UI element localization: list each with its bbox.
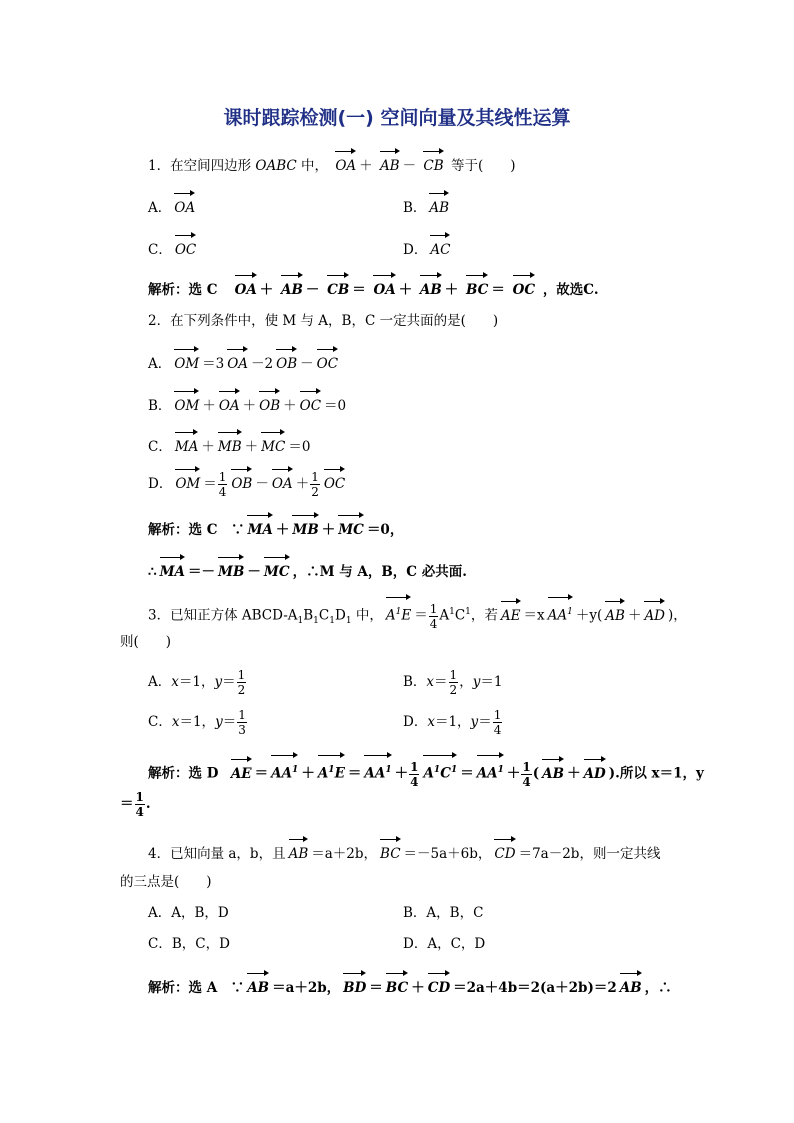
question-2-stem: 2．在下列条件中，使 M 与 A，B，C 一定共面的是( ): [148, 313, 499, 329]
q4-solution: 解析：选 A ∵ AB ＝a＋2b， BD ＝ BC ＋ CD ＝2a＋4b＝2(a＋2b)＝2 AB ，∴: [148, 970, 672, 998]
vector-oa: OA: [335, 148, 356, 176]
q2-solution: 解析：选 C ∵ MA ＋ MB ＋ MC ＝0，: [148, 512, 403, 540]
q3-solution-cont: ＝ $\frac{1}{4}$ .: [120, 790, 151, 819]
question-4-stem: 4．已知向量 a，b，且 AB ＝a＋2b， BC ＝－5a＋6b， CD ＝7a－2b，则一定共线: [148, 836, 660, 864]
q2-option-a: A． OM ＝3 OA －2 OB － OC: [148, 346, 341, 374]
vector-ab: AB: [380, 148, 400, 176]
q2-solution-line2: ∴ MA ＝－ MB － MC ，∴M 与 A，B，C 必共面.: [148, 554, 467, 582]
q1-option-b: B． AB: [403, 190, 452, 218]
q1-solution: 解析：选 C OA ＋ AB － CB ＝ OA ＋ AB ＋ BC ＝ OC ，故选C.: [148, 272, 599, 300]
q1-option-d: D． AC: [403, 232, 453, 260]
q2-option-c: C． MA ＋ MB ＋ MC ＝0: [148, 429, 310, 457]
q3-option-b: B．x＝ $\frac{1}{2}$ ，y＝1: [403, 668, 503, 697]
q1-shape: OABC: [255, 158, 297, 174]
q1-stem-mid: 中，: [301, 158, 329, 174]
q1-stem-prefix: 1．在空间四边形: [148, 158, 252, 174]
q3-option-a: A．x＝1，y＝ $\frac{1}{2}$: [148, 668, 246, 697]
question-3-stem: 3．已知正方体 ABCD-$A_1B_1C_1D_1$ 中， $A^1E$ ＝ $\frac{1}{4}$ $A^1C^1$，若 AE ＝x $AA^1 +y$( AB ＋ AD )，: [148, 594, 687, 631]
q4-option-a: A．A，B，D: [148, 905, 229, 921]
question-1-stem: 1．在空间四边形 OABC 中， OA ＋ AB － CB 等于( ): [148, 148, 516, 176]
q3-solution: 解析：选 D AE ＝ $AA^1 + A^1E = AA^1$ ＋ $\frac{1}{4}$ $A^1C^1 = AA^1$ ＋ $\frac{1}{4}$ ( AB ＋ AD ).所以 x＝1，y: [148, 752, 704, 789]
q4-option-b: B．A，B，C: [403, 905, 484, 921]
q1-stem-suffix: 等于( ): [450, 158, 516, 174]
q4-option-d: D．A，C，D: [403, 936, 486, 952]
q3-stem-cont: 则( ): [120, 634, 172, 650]
page-title: 课时跟踪检测(一) 空间向量及其线性运算: [223, 107, 571, 129]
q1-option-a: A． OA: [148, 190, 198, 218]
q3-option-c: C．x＝1，y＝ $\frac{1}{3}$: [148, 708, 246, 737]
vector-cb: CB: [423, 148, 443, 176]
q4-stem-cont: 的三点是( ): [120, 874, 212, 890]
q4-option-c: C．B，C，D: [148, 936, 230, 952]
q2-option-b: B． OM ＋ OA ＋ OB ＋ OC ＝0: [148, 388, 346, 416]
q2-option-d: D． OM ＝ $\frac{1}{4}$ OB － OA ＋ $\frac{1}{2}$ OC: [148, 466, 348, 499]
q3-option-d: D．x＝1，y＝ $\frac{1}{4}$: [403, 708, 502, 737]
q1-option-c: C． OC: [148, 232, 199, 260]
